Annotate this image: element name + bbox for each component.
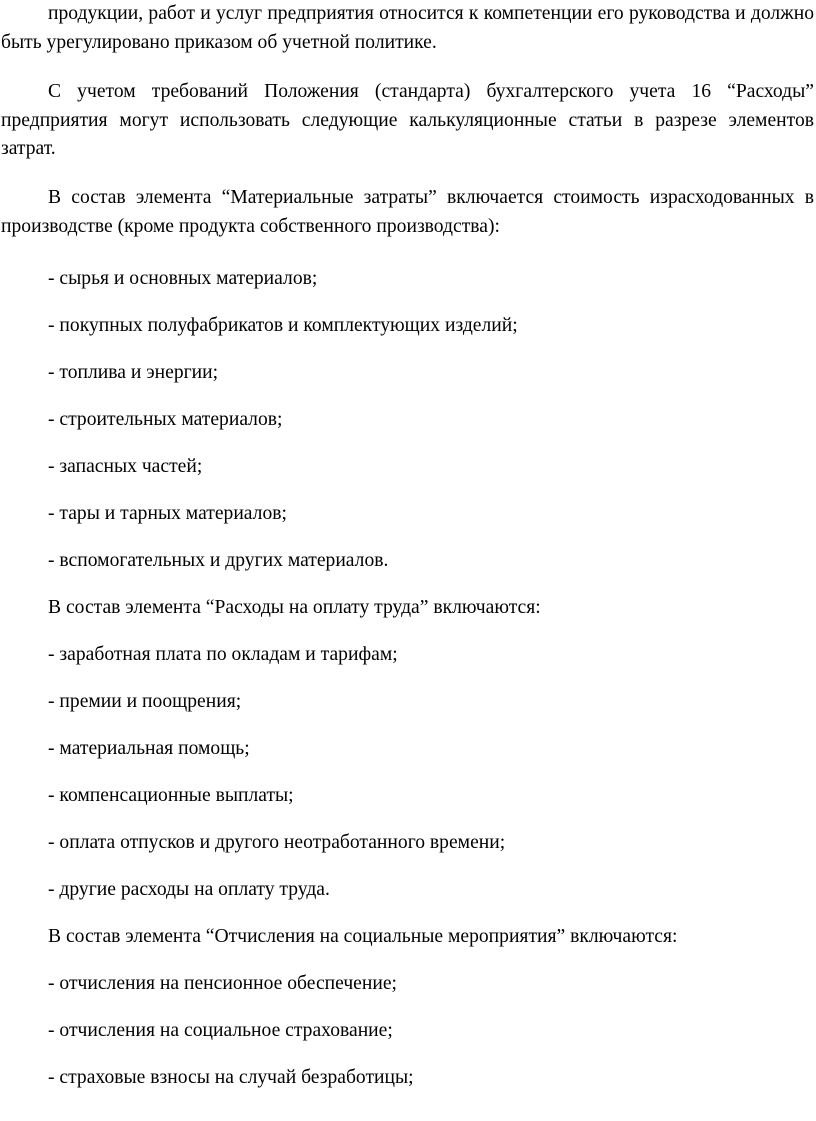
section-heading-labor: В состав элемента “Расходы на оплату труда” включаются: (48, 597, 541, 618)
list-item: - сырья и основных материалов; (48, 268, 318, 289)
paragraph-expense-standard: С учетом требований Положения (стандарта) бухгалтерского учета 16 “Расходы” предприятия могут использовать следующие калькуляционные статьи в разрезе элементов затрат. (1, 81, 814, 159)
list-item: - запасных частей; (48, 456, 203, 477)
list-item: - отчисления на социальное страхование; (48, 1020, 393, 1041)
section-heading-social: В состав элемента “Отчисления на социальные мероприятия” включаются: (48, 926, 678, 947)
list-item: - заработная плата по окладам и тарифам; (48, 644, 398, 665)
list-item: - материальная помощь; (48, 738, 250, 759)
list-item: - тары и тарных материалов; (48, 503, 287, 524)
list-item: - топлива и энергии; (48, 362, 219, 383)
list-item: - компенсационные выплаты; (48, 785, 294, 806)
list-item: - отчисления на пенсионное обеспечение; (48, 973, 397, 994)
list-item: - строительных материалов; (48, 409, 283, 430)
list-item: - страховые взносы на случай безработицы; (48, 1067, 414, 1088)
paragraph-continuation: продукции, работ и услуг предприятия относится к компетенции его руководства и должно быть урегулировано приказом об учетной политике. (1, 3, 814, 53)
list-item: - покупных полуфабрикатов и комплектующих изделий; (48, 315, 518, 336)
paragraph-material-costs: В состав элемента “Материальные затраты” включается стоимость израсходованных в производстве (кроме продукта собственного производства): (1, 187, 814, 237)
list-item: - другие расходы на оплату труда. (48, 879, 330, 900)
list-item: - премии и поощрения; (48, 691, 242, 712)
list-item: - оплата отпусков и другого неотработанного времени; (48, 832, 506, 853)
list-item: - вспомогательных и других материалов. (48, 550, 389, 571)
